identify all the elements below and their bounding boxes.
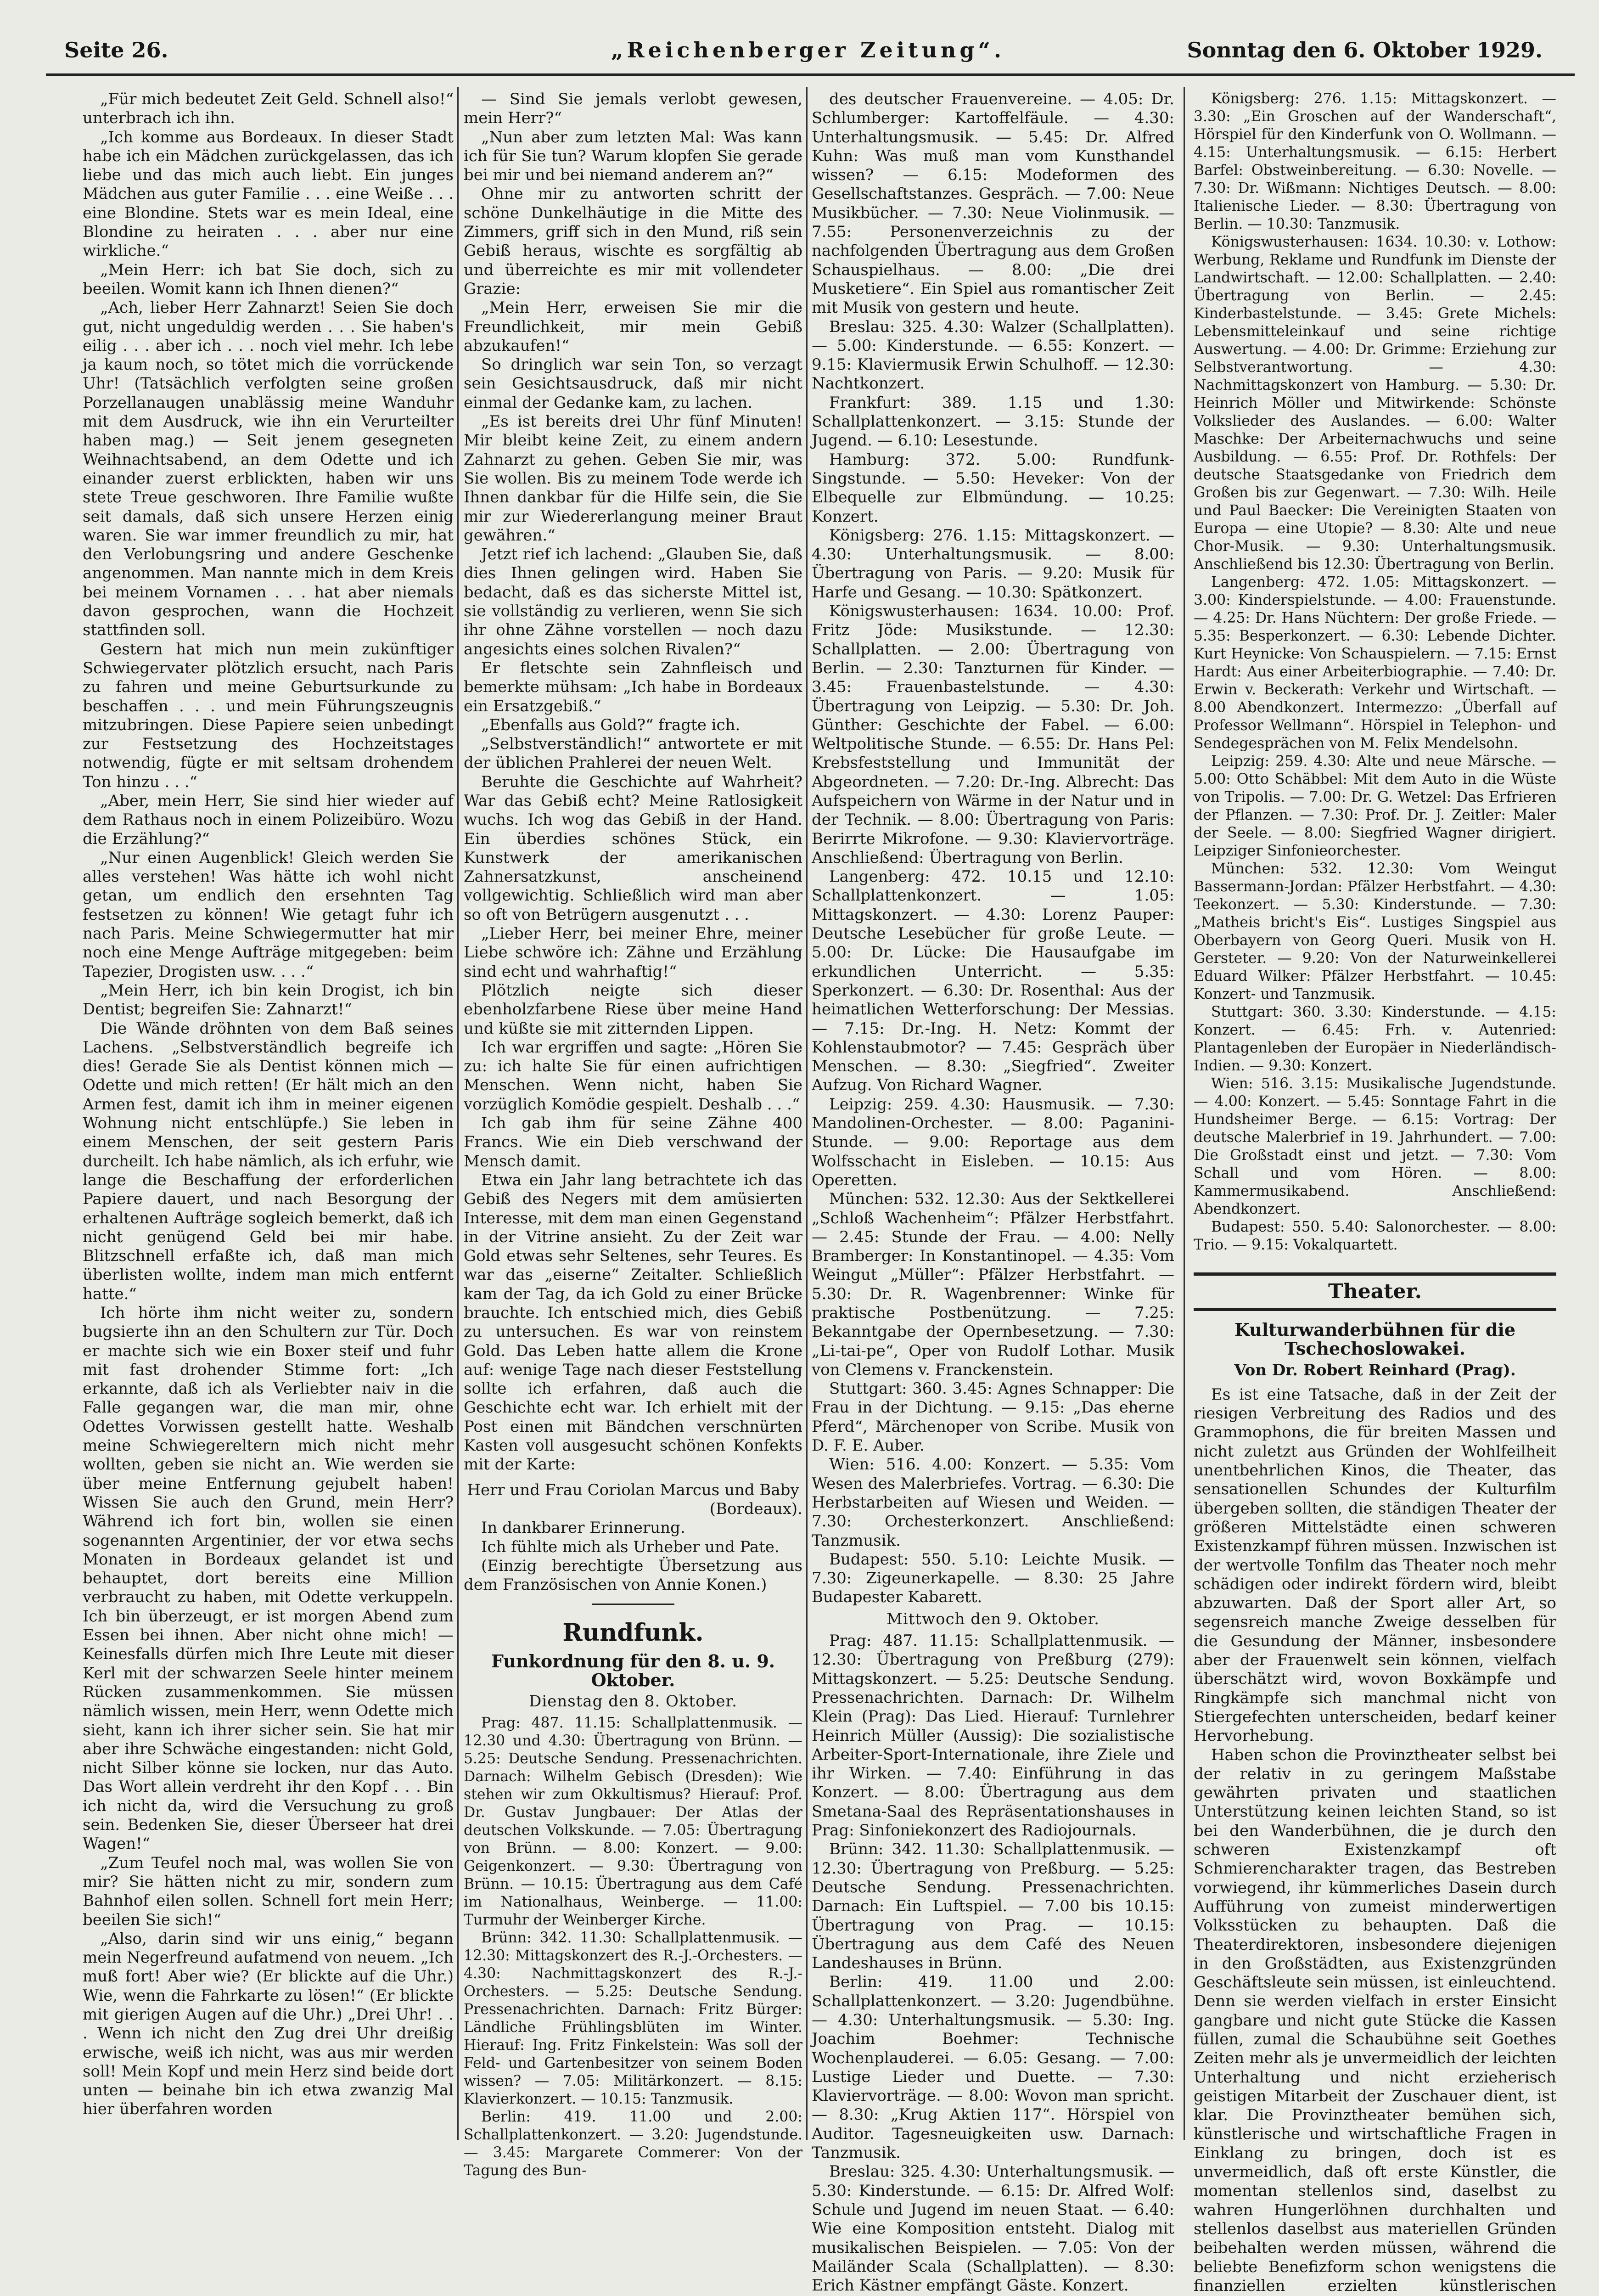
station-program: Königswusterhausen: 1634. 10.00: Prof. Fritz Jöde: Musikstunde. — 12.30: Schallplatten. — 2.00: Übertragung von Berlin. — 2.30: Tanzturnen für Kinder. — 3.45: Frauenbastelstunde. — 4.30: Übertragung von Leipzig. — 5.30: Dr. Joh. Günther: Geschichte der Fabel. — 6.00: Weltpolitische Stunde. — 6.55: Dr. Hans Pel: Krebsfeststellung und Immunität der Abgeordneten. — 7.20: Dr.-Ing. Albrecht: Das Aufspeichern von Wärme in der Natur und in der Technik. — 8.00: Übertragung von Paris: Berirrte Mikrofone. — 9.30: Klaviervorträge. Anschließend: Übertragung von Berlin. — [812, 602, 1174, 867]
story-paragraph: Er fletschte sein Zahnfleisch und bemerkte mühsam: „Ich habe in Bordeaux ein Ersatzgebiß.“ — [464, 658, 802, 715]
story-paragraph: „Ebenfalls aus Gold?“ fragte ich. — [481, 715, 741, 734]
program-day: Mittwoch den 9. Oktober. — [886, 1609, 1100, 1628]
station-program: Brünn: 342. 11.30: Schallplattenmusik. — 12.30: Übertragung von Preßburg. — 5.25: Deutsche Sendung. Pressenachrichten. Darnach: Ein Luftspiel. — 7.00 bis 10.15: Übertragung von Prag. — 10.15: Übertragung aus dem Café des Neuen Landeshauses in Brünn. — [812, 1840, 1174, 1973]
station-program: München: 532. 12.30: Aus der Sektkellerei „Schloß Wachenheim“: Pfälzer Herbstfahrt. — 2.45: Stunde der Frau. — 4.00: Nelly Bramberger: In Konstantinopel. — 4.35: Vom Weingut „Müller“: Pfälzer Herbstfahrt. — 5.30: Dr. R. Wagenbrenner: Winke für praktische Postbenützung. — 7.25: Bekanntgabe der Opernbesetzung. — 7.30: „Li-tai-pe“, Oper von Rudolf Lothar. Musik von Clemens v. Franckenstein. — [812, 1190, 1174, 1379]
column-divider — [457, 87, 459, 2140]
card-greeting: In dankbarer Erinnerung. — [481, 1519, 685, 1537]
rundfunk-title: Rundfunk. — [562, 1619, 704, 1647]
article-author: Von Dr. Robert Reinhard (Prag). — [1234, 1361, 1516, 1379]
station-program: Langenberg: 472. 1.05: Mittagskonzert. — 3.00: Kinderspielstunde. — 4.00: Frauenstunde. — 4.25: Dr. Hans Nüchtern: Der große Friede. — 5.35: Besperkonzert. — 6.30: Lebende Dichter. Kurt Heynicke: Von Schauspielern. — 7.15: Ernst Hardt: Aus einer Arbeiterbiographie. — 7.40: Dr. Erwin v. Beckerath: Verkehr und Wirtschaft. — 8.00 Abendkonzert. Intermezzo: „Überfall auf Professor Wellmann“. Hörspiel in Telephon- und Sendegesprächen von M. Felix Mendelsohn. — [1194, 574, 1556, 752]
theater-section-header — [1194, 1272, 1556, 1311]
section-divider — [592, 1604, 674, 1605]
story-paragraph: „Mein Herr: ich bat Sie doch, sich zu beeilen. Womit kann ich Ihnen dienen?“ — [83, 260, 454, 298]
station-program: Prag: 487. 11.15: Schallplattenmusik. — 12.30: Übertragung von Preßburg (279): Mittagskonzert. — 5.25: Deutsche Sendung. Pressenachrichten. Darnach: Dr. Wilhelm Klein (Prag): Das Lied. Hierauf: Turnlehrer Heinrich Müller (Aussig): Die sozialistische Arbeiter-Sport-Internationale, ihre Ziele und ihr Wirken. — 7.40: Einführung in das Konzert. — 8.00: Übertragung aus dem Smetana-Saal des Repräsentationshauses in Prag: Sinfoniekonzert des Radiojournals. — [812, 1632, 1174, 1840]
story-paragraph: „Nur einen Augenblick! Gleich werden Sie alles verstehen! Was hätte ich wohl nicht getan, um endlich den ersehnten Tag festsetzen zu können! Wie getagt fuhr ich nach Paris. Meine Schwiegermutter hat mir noch eine Menge Aufträge mitgegeben: beim Tapezier, Drogisten usw. . . .“ — [83, 848, 454, 981]
header-rule — [46, 73, 1575, 76]
story-paragraph: „Selbstverständlich!“ antwortete er mit der üblichen Prahlerei der neuen Welt. — [464, 735, 802, 772]
story-paragraph: „Mein Herr, ich bin kein Drogist, ich bin Dentist; begreifen Sie: Zahnarzt!“ — [83, 981, 454, 1019]
station-program: Frankfurt: 389. 1.15 und 1.30: Schallplattenkonzert. — 3.15: Stunde der Jugend. — 6.10: Lesestunde. — [812, 393, 1174, 450]
station-program: Budapest: 550. 5.10: Leichte Musik. — 7.30: Zigeunerkapelle. — 8.30: 25 Jahre Budapester Kabarett. — [812, 1550, 1174, 1607]
story-paragraph: Gestern hat mich nun mein zukünftiger Schwiegervater plötzlich ersucht, nach Paris zu fahren und meine Geburtsurkunde zu beschaffen . . . und mein Führungszeugnis mitzubringen. Diese Papiere seien unbedingt zur Festsetzung des Hochzeitstages notwendig, fügte er mit seltsam drohendem Ton hinzu . . .“ — [83, 640, 454, 791]
station-program: Königswusterhausen: 1634. 10.30: v. Lothow: Werbung, Reklame und Rundfunk im Dienste der Landwirtschaft. — 12.00: Schallplatten. — 2.40: Übertragung von Berlin. — 2.45: Kinderbastelstunde. — 3.45: Grete Michels: Lebensmitteleinkauf und seine richtige Auswertung. — 4.00: Dr. Grimme: Erziehung zur Selbstverantwortung. — 4.30: Nachmittagskonzert von Hamburg. — 5.30: Dr. Heinrich Möller und Mitwirkende: Schönste Volkslieder des Auslandes. — 6.00: Walter Maschke: Der Arbeiternachwuchs und seine Ausbildung. — 6.55: Prof. Dr. Rothfels: Der deutsche Staatsgedanke von Friedrich dem Großen bis zur Gegenwart. — 7.30: Wilh. Heile und Paul Baecker: Die Vereinigten Staaten von Europa — eine Utopie? — 8.30: Alte und neue Chor-Musik. — 9.30: Unterhaltungsmusik. Anschließend bis 12.30: Übertragung von Berlin. — [1194, 234, 1556, 573]
station-program: Leipzig: 259. 4.30: Hausmusik. — 7.30: Mandolinen-Orchester. — 8.00: Paganini-Stunde. — 9.00: Reportage aus dem Wolfsschacht in Eisleben. — 10.15: Aus Operetten. — [812, 1095, 1174, 1189]
station-program: Hamburg: 372. 5.00: Rundfunk-Singstunde. — 5.50: Heveker: Von der Elbequelle zur Elbmündung. — 10.25: Konzert. — [812, 450, 1174, 526]
article-paragraph: Es ist eine Tatsache, daß in der Zeit der riesigen Verbreitung des Radios und des Grammophons, die für breiten Massen und nicht zuletzt aus Gründen der Wohlfeilheit unentbehrlichen Kinos, die Theater, das sensationellen Schundes der Kulturfilm übergeben sollten, die ständigen Theater der größeren Mittelstädte einen schweren Existenzkampf führen müssen. Inzwischen ist der wertvolle Tonfilm das Theater noch mehr schädigen oder indirekt fördern wird, bleibt abzuwarten. Daß der Sport aller Art, so segensreich manche Zweige desselben für die Gesundung der Männer, insbesondere aber der Frauenwelt sein können, vielfach überschätzt wird, wovon Boxkämpfe und Ringkämpfe sich manchmal nicht von Stiergefechten unterscheiden, bedarf keiner Hervorhebung. — [1194, 1385, 1556, 1745]
page-number: Seite 26. — [64, 38, 168, 62]
story-paragraph: „Ach, lieber Herr Zahnarzt! Seien Sie doch gut, nicht ungeduldig werden . . . Sie haben's eilig . . . aber ich . . . noch viel mehr. Ich lebe ja kaum noch, so tötet mich die vorrückende Uhr! (Tatsächlich verfolgten seine großen Porzellanaugen unablässig meine Wanduhr mit dem Ausdruck, wie ihn ein Verurteilter haben mag.) — Seit jenem gesegneten Weihnachtsabend, an dem Odette und ich einander zuerst erblickten, haben wir uns stete Treue geschworen. Ihre Familie wußte seit damals, daß sich unsere Herzen einig waren. Sie war immer freundlich zu mir, hat den Verlobungsring und andere Geschenke angenommen. Man nannte mich in dem Kreis bei meinem Vornamen . . . hat aber niemals davon gesprochen, wann die Hochzeit stattfinden soll. — [83, 298, 454, 640]
station-program: Langenberg: 472. 10.15 und 12.10: Schallplattenkonzert. — 1.05: Mittagskonzert. — 4.30: Lorenz Pauper: Deutsche Lesebücher für große Leute. — 5.00: Dr. Lücke: Die Hausaufgabe im erkundlichen Unterricht. — 5.35: Sperkonzert. — 6.30: Dr. Rosenthal: Aus der heimatlichen Wetterforschung: Der Messias. — 7.15: Dr.-Ing. H. Netz: Kommt der Kohlenstaubmotor? — 7.45: Gespräch über Menschen. — 8.30: „Siegfried“. Zweiter Aufzug. Von Richard Wagner. — [812, 867, 1174, 1095]
story-paragraph: Etwa ein Jahr lang betrachtete ich das Gebiß des Negers mit dem amüsierten Interesse, mit dem man einen Gegenstand in der Vitrine ansieht. Zu der Zeit war Gold etwas sehr Seltenes, sehr Teures. Es war das „eiserne“ Zeitalter. Schließlich kam der Tag, da ich Gold zu einer Brücke brauchte. Ich entschied mich, dies Gebiß zu untersuchen. Es war von reinstem Gold. Das Leben hatte allem die Krone auf: wenige Tage nach dieser Feststellung sollte ich erfahren, daß auch die Geschichte echt war. Ich erhielt mit der Post einen mit Bändchen verschnürten Kasten voll ausgesucht schönen Konfekts mit der Karte: — [464, 1171, 802, 1474]
station-program: Stuttgart: 360. 3.30: Kinderstunde. — 4.15: Konzert. — 6.45: Frh. v. Autenried: Plantagenleben der Europäer in Niederländisch-Indien. — 9.30: Konzert. — [1194, 1004, 1556, 1074]
station-program: Breslau: 325. 4.30: Unterhaltungsmusik. — 5.30: Kinderstunde. — 6.15: Dr. Alfred Wolf: Schule und Jugend im neuen Staat. — 6.40: Wie eine Komposition entsteht. Dialog mit musikalischen Beispielen. — 7.05: Von der Mailänder Scala (Schallplatten). — 8.30: Erich Kästner empfängt Gäste. Konzert. — [812, 2162, 1174, 2295]
station-program: Breslau: 325. 4.30: Walzer (Schallplatten). — 5.00: Kinderstunde. — 6.55: Konzert. — 9.15: Klaviermusik Erwin Schulhoff. — 12.30: Nachtkonzert. — [812, 317, 1174, 393]
story-paragraph: „Lieber Herr, bei meiner Ehre, meiner Liebe schwöre ich: Zähne und Erzählung sind echt und wahrhaftig!“ — [464, 924, 802, 981]
translation-note: (Einzig berechtigte Übersetzung aus dem Französischen von Annie Konen.) — [464, 1556, 802, 1594]
column-divider — [806, 87, 808, 2140]
newspaper-title: „Reichenberger Zeitung“. — [611, 38, 1005, 62]
station-program: Wien: 516. 3.15: Musikalische Jugendstunde. — 4.00: Konzert. — 5.45: Sonntage Fahrt in die Hundsheimer Berge. — 6.15: Vortrag: Der deutsche Malerbrief in 19. Jahrhundert. — 7.00: Die Großstadt einst und jetzt. — 7.30: Vom Schall und vom Hören. — 8.00: Kammermusikabend. Anschließend: Abendkonzert. — [1194, 1075, 1556, 1217]
story-paragraph: Ich hörte ihm nicht weiter zu, sondern bugsierte ihn an den Schultern zur Tür. Doch er machte sich wie ein Boxer steif und fuhr mit fast drohender Stimme fort: „Ich erkannte, daß ich als Verliebter naiv in die Falle gegangen war, die man mir, ohne Odettes Vorwissen gestellt hatte. Weshalb meine Schwiegereltern mich nicht mehr wollten, geben sie nicht an. Wie werden sie über meine Entfernung gejubelt haben! Wissen Sie auch den Grund, mein Herr? Während ich fort bin, wollen sie einen sogenannten Argentinier, der vor etwa sechs Monaten in Bordeaux gelandet ist und behauptet, dort bereits eine Million verbraucht zu haben, mit Odette verkuppeln. Ich bin überzeugt, er ist morgen Abend zum Essen bei ihnen. Aber nicht ohne mich! — Keinesfalls dürfen mich Ihre Leute mit dieser Kerl mit der schwarzen Seele hinter meinem Rücken zusammenkommen. Sie müssen nämlich wissen, mein Herr, wenn Odette mich sieht, kann ich ihrer sicher sein. Sie hat mir aber ihre Schwäche eingestanden: nicht Gold, nicht Silber könne sie locken, nur das Auto. Das Wort allein verdreht ihr den Kopf . . . Bin ich nicht da, wird die Versuchung zu groß sein. Bedenken Sie, dieser Überseer hat drei Wagen!“ — [83, 1304, 454, 1853]
story-paragraph: „Für mich bedeutet Zeit Geld. Schnell also!“ unterbrach ich ihn. — [83, 90, 454, 128]
story-paragraph: Die Wände dröhnten von dem Baß seines Lachens. „Selbstverständlich begreife ich dies! Gerade Sie als Dentist können mich — Odette und mich retten! (Er hält mich an den Armen fest, damit ich ihm in meiner eigenen Wohnung nicht entschlüpfe.) Sie leben in einem Menschen, der seit gestern Paris durcheilt. Ich habe nämlich, als ich erfuhr, wie lange die Beschaffung der erforderlichen Papiere dauert, und nach Besorgung der erhaltenen Aufträge sogleich bemerkt, daß ich nicht genügend Geld bei mir habe. Blitzschnell erfaßte ich, daß man mich überlisten wollte, indem man mich entfernt hatte.“ — [83, 1019, 454, 1303]
story-paragraph: — Sind Sie jemals verlobt gewesen, mein Herr?“ — [464, 90, 802, 128]
station-program: Berlin: 419. 11.00 und 2.00: Schallplattenkonzert. — 3.20: Jugendbühne. — 4.30: Unterhaltungsmusik. — 5.30: Ing. Joachim Boehmer: Technische Wochenplauderei. — 6.05: Gesang. — 7.00: Lustige Lieder und Duette. — 7.30: Klaviervorträge. — 8.00: Wovon man spricht. — 8.30: „Krug Aktien 117“. Hörspiel von Auditor. Tagesneuigkeiten usw. Darnach: Tanzmusik. — [812, 1973, 1174, 2162]
story-paragraph: „Es ist bereits drei Uhr fünf Minuten! Mir bleibt keine Zeit, zu einem andern Zahnarzt zu gehen. Geben Sie mir, was Sie wollen. Bis zu meinem Tode werde ich Ihnen dankbar für die Hilfe sein, die Sie mir zur Wiedererlangung meiner Braut gewähren.“ — [464, 412, 802, 545]
story-paragraph: Plötzlich neigte sich dieser ebenholzfarbene Riese über meine Hand und küßte sie mit zitternden Lippen. — [464, 981, 802, 1038]
story-paragraph: Ohne mir zu antworten schritt der schöne Dunkelhäutige in die Mitte des Zimmers, griff sich in den Mund, riß sein Gebiß heraus, wischte es sorgfältig ab und überreichte es mir mit vollendeter Grazie: — [464, 185, 802, 298]
issue-date: Sonntag den 6. Oktober 1929. — [1187, 38, 1543, 62]
story-paragraph: Jetzt rief ich lachend: „Glauben Sie, daß dies Ihnen gelingen wird. Haben Sie bedacht, daß es das sicherste Mittel ist, sie vollständig zu verlieren, wenn Sie sich ihr ohne Zähne vorstellen — noch dazu angesichts eines solchen Rivalen?“ — [464, 545, 802, 658]
station-program: Wien: 516. 4.00: Konzert. — 5.35: Vom Wesen des Malerbriefes. Vortrag. — 6.30: Die Herbstarbeiten auf Wiesen und Weiden. — 7.30: Orchesterkonzert. Anschließend: Tanzmusik. — [812, 1455, 1174, 1550]
article-paragraph: Haben schon die Provinztheater selbst bei der relativ in zu geringem Maßstabe gewährten privaten und staatlichen Unterstützung keinen leichten Stand, so ist bei den Wanderbühnen, die je durch den schweren Existenzkampf oft Schmierencharakter tragen, das Bestreben vorwiegend, ihr kümmerliches Dasein durch Aufführung von zumeist minderwertigen Volksstücken zu behaupten. Daß die Theaterdirektoren, insbesondere diejenigen in den Großstädten, aus Existenzgründen Geschäftsleute sein müssen, ist einleuchtend. Denn sie werden vielfach in erster Einsicht gangbare und nicht gute Stücke die Kassen füllen, zumal die Schaubühne seit Goethes Zeiten mehr als je unvermeidlich der leichten Unterhaltung und nicht erzieherisch geistigen Mitarbeit der Zuschauer dient, ist klar. Die Provinztheater bemühen sich, künstlerische und wirtschaftliche Fragen in Einklang zu bringen, doch ist es unvermeidlich, daß oft erste Künstler, die momentan stellenlos sind, daselbst zu wahren Hungerlöhnen durchhalten und stellenlos daselbst aus materiellen Gründen beibehalten werden müssen, während die beliebte Benefizform schon wenigstens die finanziellen erzielten künstlerischen — [1194, 1745, 1556, 2295]
station-program: Berlin: 419. 11.00 und 2.00: Schallplattenkonzert. — 3.20: Jugendstunde. — 3.45: Margarete Commerer: Von der Tagung des Bun- — [464, 2108, 802, 2179]
story-paragraph: „Zum Teufel noch mal, was wollen Sie von mir? Sie hätten nicht zu mir, sondern zum Bahnhof eilen sollen. Schnell fort mein Herr; beeilen Sie sich!“ — [83, 1853, 454, 1929]
story-paragraph: So dringlich war sein Ton, so verzagt sein Gesichtsausdruck, daß mir nicht einmal der Gedanke kam, zu lachen. — [464, 355, 802, 412]
column-4 — [1194, 90, 1556, 2295]
story-paragraph: „Ich komme aus Bordeaux. In dieser Stadt habe ich ein Mädchen zurückgelassen, das ich liebe und das mich auch liebt. Ein junges Mädchen aus guter Familie . . . eine Weiße . . . eine Blondine. Stets war es mein Ideal, eine Blondine zu heiraten . . . aber nur eine wirkliche.“ — [83, 128, 454, 260]
story-closing: Ich fühlte mich als Urheber und Pate. — [481, 1537, 780, 1556]
column-divider — [1184, 87, 1185, 2140]
story-paragraph: Ich war ergriffen und sagte: „Hören Sie zu: ich halte Sie für einen aufrichtigen Menschen. Wenn nicht, haben Sie vorzüglich Komödie gespielt. Deshalb . . .“ — [464, 1038, 802, 1114]
theater-section-title: Theater. — [1328, 1280, 1422, 1304]
station-program: Königsberg: 276. 1.15: Mittagskonzert. — 3.30: „Ein Groschen auf der Wanderschaft“, Hörspiel für den Kinderfunk von O. Wollmann. — 4.15: Unterhaltungsmusik. — 6.15: Herbert Barfel: Obstweinbereitung. — 6.30: Novelle. — 7.30: Dr. Wißmann: Nichtiges Deutsch. — 8.00: Italienische Lieder. — 8.30: Übertragung von Berlin. — 10.30: Tanzmusik. — [1194, 90, 1556, 232]
station-program: Brünn: 342. 11.30: Schallplattenmusik. — 12.30: Mittagskonzert des R.-J.-Orchesters. — 4.30: Nachmittagskonzert des R.-J.-Orchesters. — 5.25: Deutsche Sendung. Pressenachrichten. Darnach: Fritz Bürger: Ländliche Frühlingsblüten im Winter. Hierauf: Ing. Fritz Finkelstein: Was soll der Feld- und Gartenbesitzer von seinem Boden wissen? — 7.05: Militärkonzert. — 8.15: Klavierkonzert. — 10.15: Tanzmusik. — [464, 1929, 802, 2107]
page-header — [46, 38, 1570, 70]
station-program: Stuttgart: 360. 3.45: Agnes Schnapper: Die Frau in der Dichtung. — 9.15: „Das eherne Pferd“, Märchenoper von Scribe. Musik von D. F. E. Auber. — [812, 1379, 1174, 1455]
station-program: Königsberg: 276. 1.15: Mittagskonzert. — 4.30: Unterhaltungsmusik. — 8.00: Übertragung von Paris. — 9.20: Musik für Harfe und Gesang. — 10.30: Spätkonzert. — [812, 526, 1174, 602]
station-program: Leipzig: 259. 4.30: Alte und neue Märsche. — 5.00: Otto Schäbbel: Mit dem Auto in die Wüste von Tripolis. — 7.00: Dr. G. Wetzel: Das Erfrieren der Pflanzen. — 7.30: Prof. Dr. J. Zeitler: Maler der Seele. — 8.00: Siegfried Wagner dirigiert. Leipziger Sinfonieorchester. — [1194, 753, 1556, 859]
station-program: des deutscher Frauenvereine. — 4.05: Dr. Schlumberger: Kartoffelfäule. — 4.30: Unterhaltungsmusik. — 5.45: Dr. Alfred Kuhn: Was muß man vom Kunsthandel wissen? — 6.15: Modeformen des Gesellschaftstanzes. Gespräch. — 7.00: Neue Musikbücher. — 7.30: Neue Violinmusik. — 7.55: Personenverzeichnis zu der nachfolgenden Übertragung aus dem Großen Schauspielhaus. — 8.00: „Die drei Musketiere“. Ein Spiel aus romantischer Zeit mit Musik von gestern und heute. — [812, 90, 1174, 317]
story-paragraph: „Aber, mein Herr, Sie sind hier wieder auf dem Rathaus noch in einem Polizeibüro. Wozu die Erzählung?“ — [83, 791, 454, 848]
column-1 — [83, 90, 454, 2129]
story-paragraph: „Also, darin sind wir uns einig,“ begann mein Negerfreund aufatmend von neuem. „Ich muß fort! Aber wie? (Er blickte auf die Uhr.) Wie, wenn die Fahrkarte zu lösen!“ (Er blickte mit gierigen Augen auf die Uhr.) „Drei Uhr! . . . Wenn ich nicht den Zug drei Uhr dreißig erwische, weiß ich nicht, was aus mir werden soll! Mein Kopf und mein Herz sind beide dort unten — beinahe bin ich etwa zwanzig Mal hier überfahren worden — [83, 1929, 454, 2119]
story-paragraph: Ich gab ihm für seine Zähne 400 Francs. Wie ein Dieb verschwand der Mensch damit. — [464, 1114, 802, 1171]
card-place: (Bordeaux). — [709, 1499, 802, 1518]
station-program: Prag: 487. 11.15: Schallplattenmusik. — 12.30 und 4.30: Übertragung von Brünn. — 5.25: Deutsche Sendung. Pressenachrichten. Darnach: Wilhelm Gebisch (Dresden): Wie stehen wir zum Okkultismus? Hierauf: Prof. Dr. Gustav Jungbauer: Der Atlas der deutschen Volkskunde. — 7.05: Übertragung von Brünn. — 8.00: Konzert. — 9.00: Geigenkonzert. — 9.30: Übertragung von Brünn. — 10.15: Übertragung aus dem Café im Nationalhaus, Weinberge. — 11.00: Turmuhr der Weinberger Kirche. — [464, 1714, 802, 1928]
theater-headline: Kulturwanderbühnen für die Tschechoslowakei. — [1234, 1319, 1516, 1359]
column-2 — [464, 90, 802, 2179]
rundfunk-subtitle: Funkordnung für den 8. u. 9. Oktober. — [491, 1650, 775, 1691]
column-3 — [812, 90, 1174, 2295]
station-program: München: 532. 12.30: Vom Weingut Bassermann-Jordan: Pfälzer Herbstfahrt. — 4.30: Teekonzert. — 5.30: Kinderstunde. — 7.30: „Matheis bricht's Eis“. Lustiges Singspiel aus Oberbayern von Georg Queri. Musik von H. Gersteter. — 9.20: Von der Naturweinkellerei Eduard Wilker: Pfälzer Herbstfahrt. — 10.45: Konzert- und Tanzmusik. — [1194, 861, 1556, 1002]
card-names: Herr und Frau Coriolan Marcus und Baby — [467, 1480, 799, 1499]
program-day: Dienstag den 8. Oktober. — [529, 1692, 737, 1711]
story-paragraph: „Nun aber zum letzten Mal: Was kann ich für Sie tun? Warum klopfen Sie gerade bei mir und bei niemand anderem an?“ — [464, 128, 802, 185]
station-program: Budapest: 550. 5.40: Salonorchester. — 8.00: Trio. — 9.15: Vokalquartett. — [1194, 1219, 1556, 1253]
story-paragraph: Beruhte die Geschichte auf Wahrheit? War das Gebiß echt? Meine Ratlosigkeit wuchs. Ich wog das Gebiß in der Hand. Ein überdies schönes Stück, ein Kunstwerk der amerikanischen Zahnersatzkunst, anscheinend vollgewichtig. Schließlich wird man aber so oft von Betrügern ausgenutzt . . . — [464, 772, 802, 924]
story-paragraph: „Mein Herr, erweisen Sie mir die Freundlichkeit, mir mein Gebiß abzukaufen!“ — [464, 298, 802, 355]
